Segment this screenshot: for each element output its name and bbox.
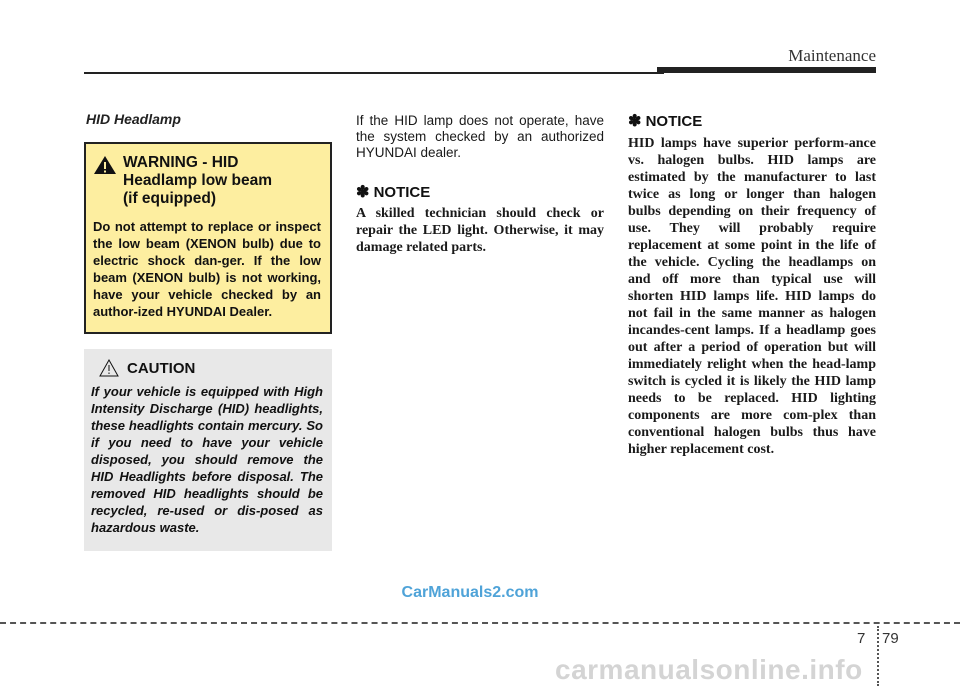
warning-title	[123, 154, 272, 208]
warning-subtitle-line1: Headlamp low beam	[123, 172, 273, 189]
header-rule-thin	[84, 72, 664, 74]
header-rule-thick	[657, 67, 876, 73]
middle-paragraph: If the HID lamp does not operate, have the system checked by an authorized HYUNDAI dealer.	[356, 113, 604, 160]
middle-notice-body: A skilled technician should check or repair the LED light. Otherwise, it may damage related parts.	[356, 206, 604, 255]
warning-header	[93, 154, 321, 208]
notice-star-icon: ✽	[356, 184, 370, 201]
footer-tick	[877, 626, 879, 686]
chapter-number: 7	[857, 630, 866, 647]
watermark-link-bottom[interactable]: carmanualsonline.info	[555, 654, 863, 685]
section-title: HID Headlamp	[86, 111, 181, 127]
warning-body: Do not attempt to replace or inspect the low beam (XENON bulb) due to electric shock dan-ger. If the low beam (XENON bulb) is not working, have your vehicle checked by an author-ized HYUNDAI Dealer.	[93, 219, 321, 319]
warning-subtitle-line2: (if equipped)	[123, 190, 216, 207]
notice-star-icon: ✽	[628, 113, 642, 130]
warning-label: WARNING -	[123, 154, 212, 171]
caution-box	[84, 349, 332, 551]
middle-notice-heading	[356, 182, 430, 202]
caution-body: If your vehicle is equipped with High Intensity Discharge (HID) headlights, these headlights contain mercury. So if you need to have your vehicle disposed, you should remove the HID Headlights before disposal. The removed HID headlights should be recycled, re-used or dis-posed as hazardous waste.	[91, 384, 323, 535]
right-notice-title: NOTICE	[645, 113, 703, 130]
caution-title: CAUTION	[127, 359, 196, 377]
right-notice-heading	[628, 111, 702, 131]
header-title: Maintenance	[788, 46, 876, 65]
warning-box	[84, 142, 332, 334]
right-notice-body: HID lamps have superior perform-ance vs. halogen bulbs. HID lamps are estimated by the manufacturer to last twice as long or longer than halogen bulbs depending on their frequency of use. They will probably require replacement at some point in the life of the vehicle. Cycling the headlamps on and off more than typical use will shorten HID lamps life. HID lamps do not fail in the same manner as halogen incandes-cent lamps. If a headlamp goes out after a period of operation but will immediately relight when the head-lamp switch is cycled it is likely the HID lamp needs to be replaced. HID lighting components are more com-plex than conventional halogen bulbs thus have higher replacement cost.	[628, 136, 876, 457]
warning-title-rest: HID	[211, 154, 239, 171]
caution-triangle-icon	[99, 359, 119, 377]
warning-triangle-icon	[93, 155, 117, 175]
middle-notice-title: NOTICE	[373, 184, 431, 201]
watermark-link-top[interactable]: CarManuals2.com	[401, 584, 539, 601]
footer-divider	[0, 622, 960, 624]
page-number: 79	[882, 630, 899, 647]
caution-header	[91, 359, 323, 377]
